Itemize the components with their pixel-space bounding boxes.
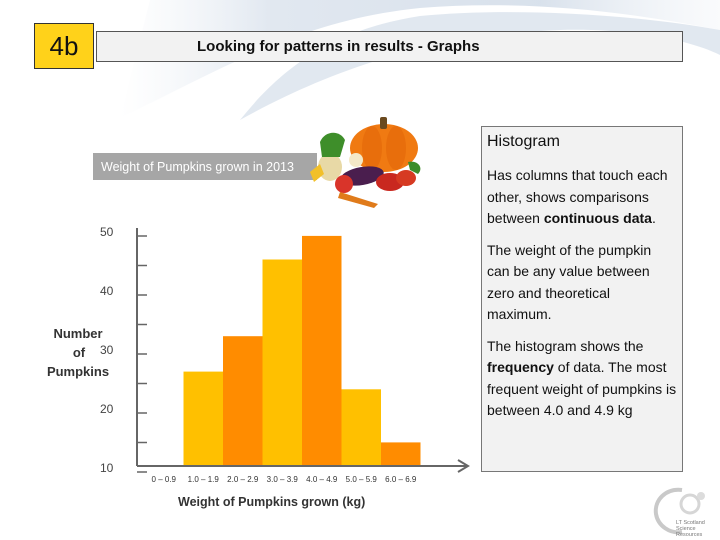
info-paragraph-2: The weight of the pumpkin can be any value between zero and theoretical maximum. (487, 241, 652, 322)
y-tick-label: 50 (100, 225, 114, 239)
info-p3-bold: frequency (487, 359, 554, 375)
y-tick-label: 40 (100, 284, 114, 298)
pumpkin-vegetables-illustration (300, 112, 425, 212)
info-p1-text: Has columns that touch each other, shows comparisons between (487, 167, 668, 226)
chart-title: Weight of Pumpkins grown in 2013 (101, 160, 294, 174)
x-tick-label: 4.0 – 4.9 (306, 475, 338, 484)
histogram-bar-7 (381, 442, 421, 466)
y-axis-label-line: of (72, 345, 86, 360)
y-tick-label: 20 (100, 402, 114, 416)
logo-text: LT Scotland Science Resources (676, 520, 705, 538)
x-tick-label: 0 – 0.9 (151, 475, 176, 484)
histogram-bar-4 (263, 260, 303, 467)
info-p1-bold: continuous data (543, 210, 652, 226)
x-tick-label: 6.0 – 6.9 (385, 475, 417, 484)
y-axis-label-line: Number (53, 326, 103, 341)
info-p3-text: The histogram shows the (487, 337, 644, 354)
histogram-bar-5 (302, 236, 342, 466)
info-title: Histogram (487, 133, 560, 150)
info-paragraph-1 (487, 165, 677, 230)
info-paragraph-3 (487, 336, 677, 422)
histogram-bar-3 (223, 336, 263, 466)
y-tick-label: 30 (100, 343, 114, 357)
histogram-bar-6 (342, 389, 382, 466)
histogram-bar-2 (184, 372, 224, 466)
y-tick-label: 10 (100, 461, 114, 475)
x-tick-label: 3.0 – 3.9 (266, 475, 298, 484)
x-tick-label: 5.0 – 5.9 (345, 475, 377, 484)
x-tick-label: 2.0 – 2.9 (227, 475, 259, 484)
bars-group (184, 236, 421, 466)
x-tick-label: 1.0 – 1.9 (187, 475, 219, 484)
histogram-info-box (481, 126, 683, 472)
info-p3-end: of data. The most frequent weight of pumpkins is between 4.0 and 4.9 kg (487, 359, 677, 418)
info-p1-end: . (651, 210, 656, 226)
y-axis-label-line: Pumpkins (46, 364, 110, 379)
slide-number-badge: 4b (34, 23, 94, 69)
slide-title: Looking for patterns in results - Graphs (96, 31, 683, 62)
x-axis-label: Weight of Pumpkins grown (kg) (178, 495, 366, 509)
